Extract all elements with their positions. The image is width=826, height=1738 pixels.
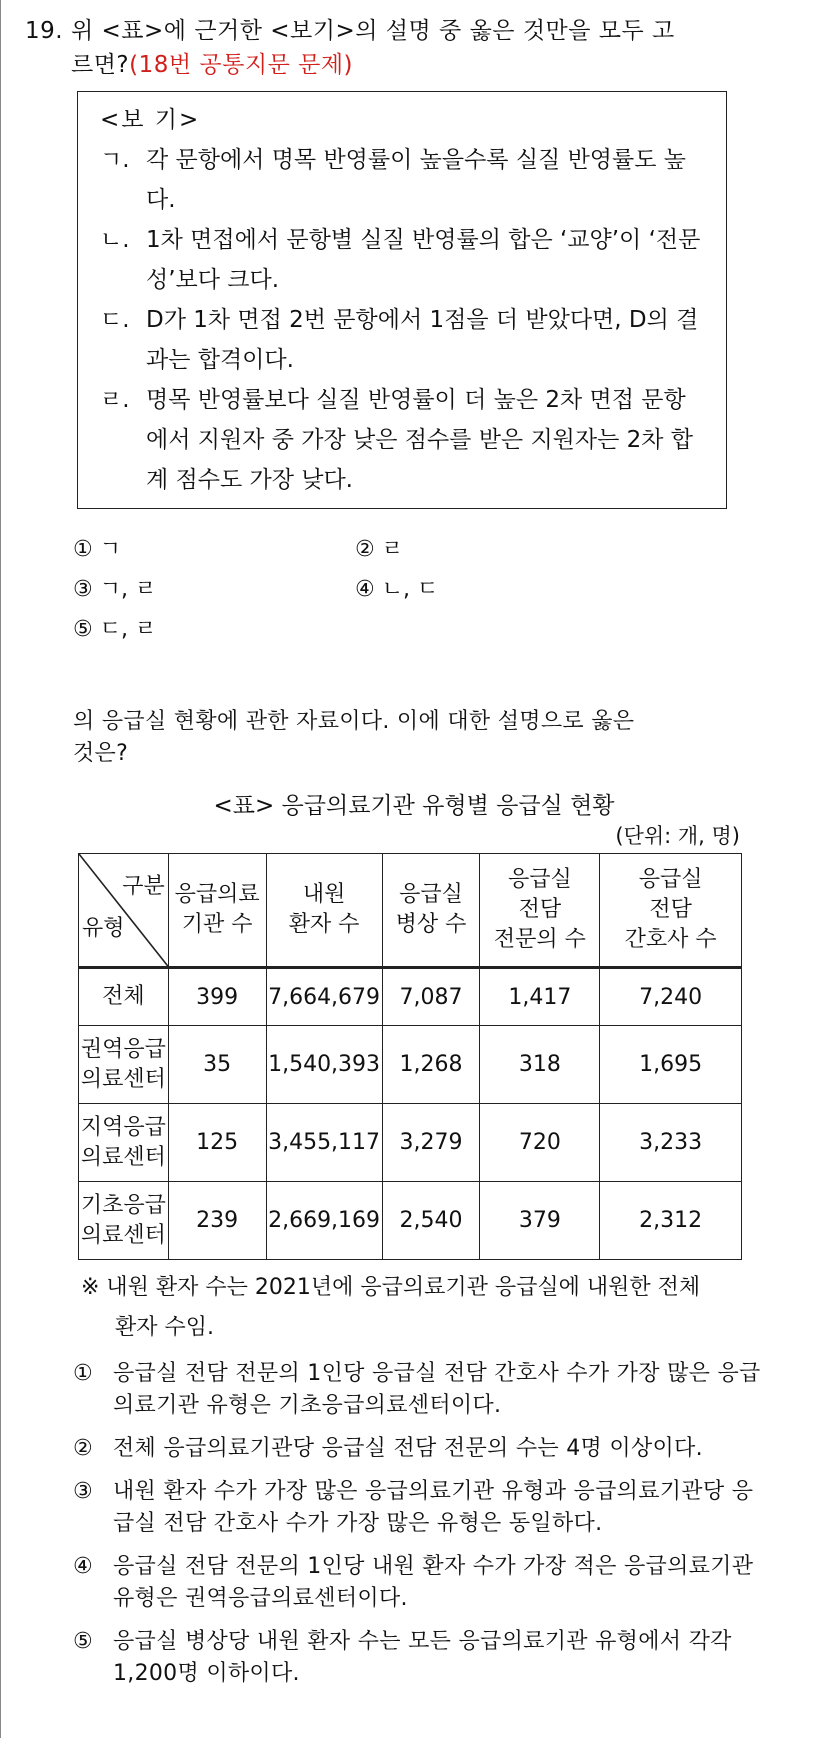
bogi-item (100, 220, 706, 300)
question-stem-line2: 르면? (71, 52, 130, 78)
choice-3[interactable] (73, 570, 156, 610)
diagonal-line (79, 854, 168, 966)
header-line: 응급실 (399, 882, 463, 907)
table-cell: 7,087 (382, 968, 480, 1026)
header-line: 응급실 (638, 867, 703, 892)
bogi-title: <보 기> (100, 107, 201, 133)
header-line: 환자 수 (288, 912, 360, 937)
answer-option-3[interactable] (73, 1476, 763, 1540)
bogi-item (100, 140, 706, 220)
header-line: 내원 (302, 882, 346, 907)
choice-text: ㄷ, ㄹ (99, 617, 157, 642)
option-text: 내원 환자 수가 가장 많은 응급의료기관 유형과 응급의료기관당 응급실 전담 간호사 수가 가장 많은 유형은 동일하다. (113, 1479, 754, 1536)
option-number: ③ (73, 1479, 94, 1504)
bogi-item (100, 300, 706, 380)
header-line: 응급실 (507, 867, 572, 892)
option-number: ④ (73, 1554, 94, 1579)
choice-number: ① (73, 537, 93, 562)
table-cell: 2,669,169 (266, 1182, 382, 1260)
table-cell: 3,279 (382, 1104, 480, 1182)
row-header (79, 1182, 169, 1260)
row-header (79, 1026, 169, 1104)
option-text: 응급실 병상당 내원 환자 수는 모든 응급의료기관 유형에서 각각 1,200명 이하이다. (113, 1629, 732, 1686)
choice-number: ④ (355, 577, 375, 602)
row-header-line: 의료센터 (80, 1144, 166, 1170)
header-line: 간호사 수 (624, 927, 717, 952)
option-number: ⑤ (73, 1629, 94, 1654)
row-header-line: 전체 (102, 984, 145, 1009)
table-row (79, 1026, 742, 1104)
row-header-line: 의료센터 (80, 1066, 166, 1092)
choice-2[interactable] (355, 530, 403, 570)
choice-5[interactable] (73, 610, 156, 650)
data-table (78, 853, 742, 1260)
bogi-item-marker: ㄷ. (100, 307, 130, 333)
table-cell: 3,233 (600, 1104, 742, 1182)
header-line: 병상 수 (395, 912, 467, 937)
corner-header-cell (79, 854, 169, 968)
column-header (382, 854, 480, 968)
column-header (600, 854, 742, 968)
header-line: 전담 (649, 897, 692, 922)
option-number: ① (73, 1361, 94, 1386)
table-row (79, 1104, 742, 1182)
table-cell: 3,455,117 (266, 1104, 382, 1182)
table-cell: 7,240 (600, 968, 742, 1026)
choice-4[interactable] (355, 570, 438, 610)
table-cell: 1,695 (600, 1026, 742, 1104)
bogi-item-marker: ㄴ. (100, 227, 130, 253)
row-header-line: 권역응급 (80, 1036, 166, 1062)
table-cell: 2,540 (382, 1182, 480, 1260)
bogi-box (77, 91, 727, 509)
question-number: 19. (25, 18, 64, 44)
table-cell: 399 (168, 968, 266, 1026)
bogi-item-marker: ㄱ. (100, 147, 130, 173)
column-header (168, 854, 266, 968)
header-line: 기관 수 (181, 912, 253, 937)
table-cell: 2,312 (600, 1182, 742, 1260)
option-text: 응급실 전담 전문의 1인당 응급실 전담 간호사 수가 가장 많은 응급의료기관 유형은 기초응급의료센터이다. (113, 1361, 761, 1418)
corner-label-top: 구분 (122, 874, 165, 899)
header-line: 전담 (518, 897, 562, 922)
table-cell: 1,268 (382, 1026, 480, 1104)
table-cell: 379 (480, 1182, 600, 1260)
header-line: 응급의료 (174, 882, 260, 907)
corner-label-bottom: 유형 (82, 916, 125, 941)
option-number: ② (73, 1436, 94, 1461)
choice-number: ② (355, 537, 375, 562)
answer-option-4[interactable] (73, 1551, 763, 1615)
row-header (79, 1104, 169, 1182)
table-unit: (단위: 개, 명) (615, 824, 740, 848)
question-stem-line2: 것은? (73, 741, 129, 766)
question-20-stem (73, 706, 763, 770)
answer-options (73, 1358, 763, 1701)
row-header-line: 기초응급 (80, 1192, 166, 1218)
question-stem-line1: 위 <표>에 근거한 <보기>의 설명 중 옳은 것만을 모두 고 (71, 18, 675, 44)
table-row (79, 968, 742, 1026)
table-cell: 1,417 (480, 968, 600, 1026)
option-text: 전체 응급의료기관당 응급실 전담 전문의 수는 4명 이상이다. (113, 1436, 703, 1461)
choice-text: ㄱ, ㄹ (99, 577, 157, 602)
header-line: 전문의 수 (493, 927, 586, 952)
row-header-line: 지역응급 (80, 1114, 166, 1140)
choice-text: ㄱ (99, 537, 121, 562)
bogi-item-text: 각 문항에서 명목 반영률이 높을수록 실질 반영률도 높다. (146, 147, 686, 213)
bogi-item-text: 1차 면접에서 문항별 실질 반영률의 합은 ‘교양’이 ‘전문성’보다 크다. (146, 227, 701, 293)
answer-option-2[interactable] (73, 1433, 763, 1465)
option-text: 응급실 전담 전문의 1인당 내원 환자 수가 가장 적은 응급의료기관 유형은 권역응급의료센터이다. (113, 1554, 754, 1611)
table-cell: 7,664,679 (266, 968, 382, 1026)
bogi-item-text: D가 1차 면접 2번 문항에서 1점을 더 받았다면, D의 결과는 합격이다. (146, 307, 699, 373)
table-row (79, 1182, 742, 1260)
choice-text: ㄹ (381, 537, 403, 562)
table-cell: 318 (480, 1026, 600, 1104)
column-header (266, 854, 382, 968)
bogi-item-text: 명목 반영률보다 실질 반영률이 더 높은 2차 면접 문항에서 지원자 중 가장 낮은 점수를 받은 지원자는 2차 합계 점수도 가장 낮다. (146, 387, 694, 493)
answer-option-1[interactable] (73, 1358, 763, 1422)
footnote-line1: ※ 내원 환자 수는 2021년에 응급의료기관 응급실에 내원한 전체 (81, 1275, 701, 1300)
row-header-line: 의료센터 (80, 1222, 166, 1248)
table-cell: 1,540,393 (266, 1026, 382, 1104)
answer-option-5[interactable] (73, 1626, 763, 1690)
choice-1[interactable] (73, 530, 121, 570)
bogi-item (100, 380, 706, 500)
choice-number: ⑤ (73, 617, 93, 642)
table-cell: 239 (168, 1182, 266, 1260)
table-title: <표> 응급의료기관 유형별 응급실 현황 (213, 793, 615, 819)
table-cell: 125 (168, 1104, 266, 1182)
table-header-row (79, 854, 742, 968)
footnote-line2: 환자 수임. (115, 1315, 214, 1340)
column-header (480, 854, 600, 968)
row-header (79, 968, 169, 1026)
table-footnote (81, 1268, 761, 1348)
question-source-note: (18번 공통지문 문제) (129, 52, 354, 78)
table-cell: 720 (480, 1104, 600, 1182)
table-cell: 35 (168, 1026, 266, 1104)
question-stem-line1: 의 응급실 현황에 관한 자료이다. 이에 대한 설명으로 옳은 (73, 709, 635, 734)
bogi-item-marker: ㄹ. (100, 387, 130, 413)
question-19 (25, 14, 795, 82)
choice-number: ③ (73, 577, 93, 602)
choice-text: ㄴ, ㄷ (381, 577, 439, 602)
